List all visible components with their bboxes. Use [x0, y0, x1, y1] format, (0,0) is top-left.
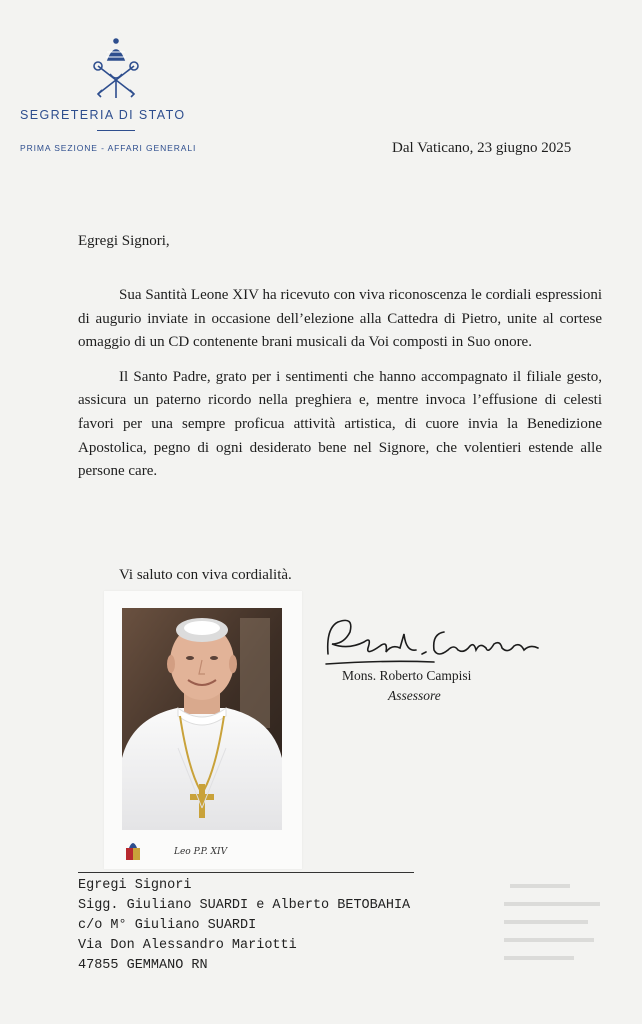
handwritten-signature: [324, 614, 546, 670]
signer-name: Mons. Roberto Campisi: [342, 668, 472, 683]
closing-line: Vi saluto con viva cordialità.: [119, 567, 292, 583]
organization-name: SEGRETERIA DI STATO: [20, 108, 186, 122]
address-divider: [78, 872, 414, 873]
papal-emblem-icon: [124, 838, 142, 862]
salutation: Egregi Signori,: [78, 233, 170, 249]
paragraph: Il Santo Padre, grato per i sentimenti che hanno accompagnato il filiale gesto, assicura un paterno ricordo nella preghiera e, mentre invoca l’effusione di celesti favori per una sempre proficua attività artistica, di cuore invia la Benedizione Apostolica, pegno di ogni desiderato bene nel Signore, che volentieri estende alle persone care.: [78, 368, 602, 480]
pope-portrait: [122, 608, 282, 830]
paragraph: Sua Santità Leone XIV ha ricevuto con viva riconoscenza le cordiali espressioni di augurio inviate in occasione dell’elezione alla Cattedra di Pietro, unite al cortese omaggio di un CD contenente brani musicali da Voi composti in Suo onore.: [78, 287, 602, 351]
photo-card: [104, 591, 302, 869]
address-line: c/o M° Giuliano SUARDI: [78, 918, 257, 933]
pope-signature: [174, 843, 234, 857]
address-line: Via Don Alessandro Mariotti: [78, 938, 297, 953]
address-line: Sigg. Giuliano SUARDI e Alberto BETOBAHIA: [78, 898, 411, 913]
section-name: PRIMA SEZIONE - AFFARI GENERALI: [20, 143, 197, 153]
recipient-address: [78, 876, 410, 976]
papal-coat-of-arms-icon: [90, 38, 142, 100]
paper-show-through: [500, 880, 610, 970]
letterhead-divider: [97, 130, 135, 131]
svg-text:Leo P.P. XIV: Leo P.P. XIV: [174, 847, 228, 857]
letter-date: Dal Vaticano, 23 giugno 2025: [392, 140, 572, 156]
letter-body: [78, 284, 602, 495]
address-line: 47855 GEMMANO RN: [78, 958, 208, 973]
address-line: Egregi Signori: [78, 878, 192, 893]
signer-title: Assessore: [388, 688, 441, 703]
